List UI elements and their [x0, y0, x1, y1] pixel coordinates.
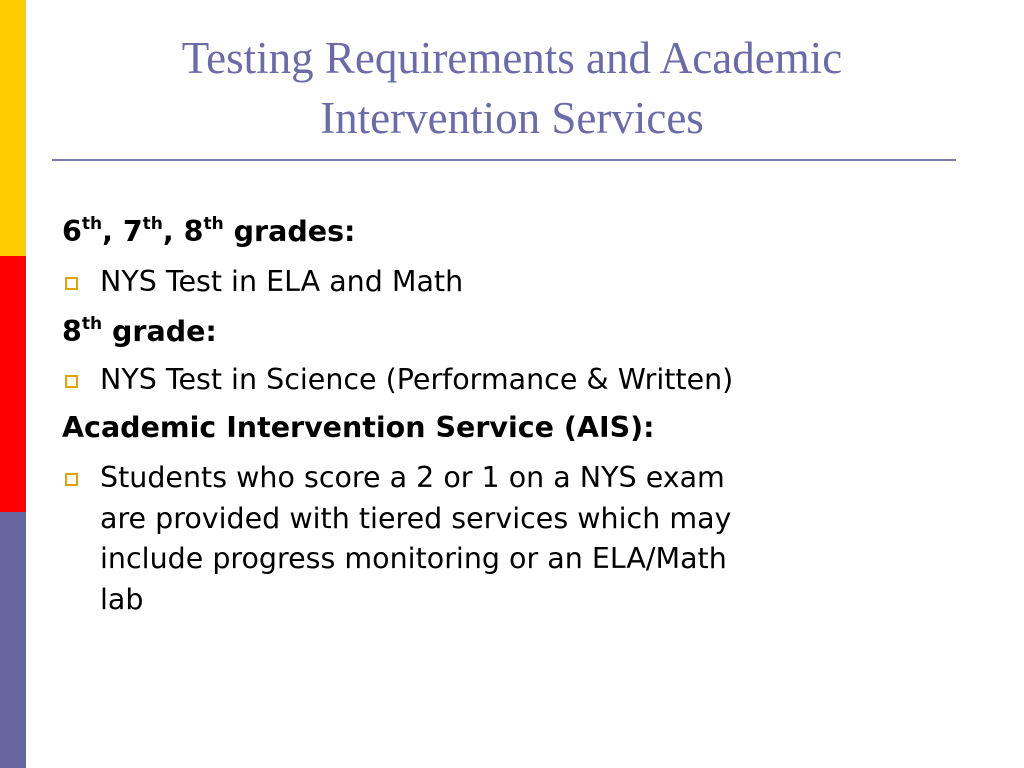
heading-text: , 8 — [162, 215, 204, 248]
bullet-text-line: Students who score a 2 or 1 on a NYS exam — [100, 461, 725, 494]
square-bullet-icon — [65, 277, 78, 290]
heading-text: 8 — [62, 315, 82, 348]
bullet-text: NYS Test in ELA and Math — [100, 265, 464, 298]
ordinal-suffix: th — [81, 213, 103, 234]
heading-text: grade: — [102, 315, 217, 348]
slide-title-line-1: Testing Requirements and Academic — [181, 33, 843, 83]
bullet-text-line: are provided with tiered services which may — [100, 501, 732, 535]
ordinal-suffix: th — [203, 213, 224, 234]
heading-text: , 7 — [102, 215, 143, 248]
title-divider — [52, 159, 956, 161]
heading-text: grades: — [223, 215, 356, 248]
ordinal-suffix: th — [81, 313, 103, 334]
side-bar-red-segment — [0, 256, 26, 512]
bullet-item — [62, 360, 942, 401]
bullet-text-line: include progress monitoring or an ELA/Math — [100, 542, 727, 575]
square-bullet-icon — [65, 375, 78, 388]
slide-title — [60, 28, 964, 148]
ordinal-suffix: th — [142, 213, 163, 234]
heading-text: 6 — [62, 215, 82, 248]
slide-title-line-2: Intervention Services — [320, 93, 704, 143]
side-bar-yellow-segment — [0, 0, 26, 256]
section-heading-grades-6-7-8 — [62, 212, 355, 252]
side-color-bar — [0, 0, 26, 768]
bullet-item — [62, 262, 942, 303]
bullet-text: NYS Test in Science (Performance & Written) — [100, 363, 734, 396]
bullet-item — [62, 458, 942, 620]
bullet-text — [100, 458, 890, 620]
section-heading-grade-8 — [62, 312, 217, 352]
side-bar-blue-segment — [0, 512, 26, 768]
square-bullet-icon — [65, 473, 78, 486]
section-heading-ais: Academic Intervention Service (AIS): — [62, 411, 655, 444]
bullet-text-line: lab — [100, 582, 144, 616]
